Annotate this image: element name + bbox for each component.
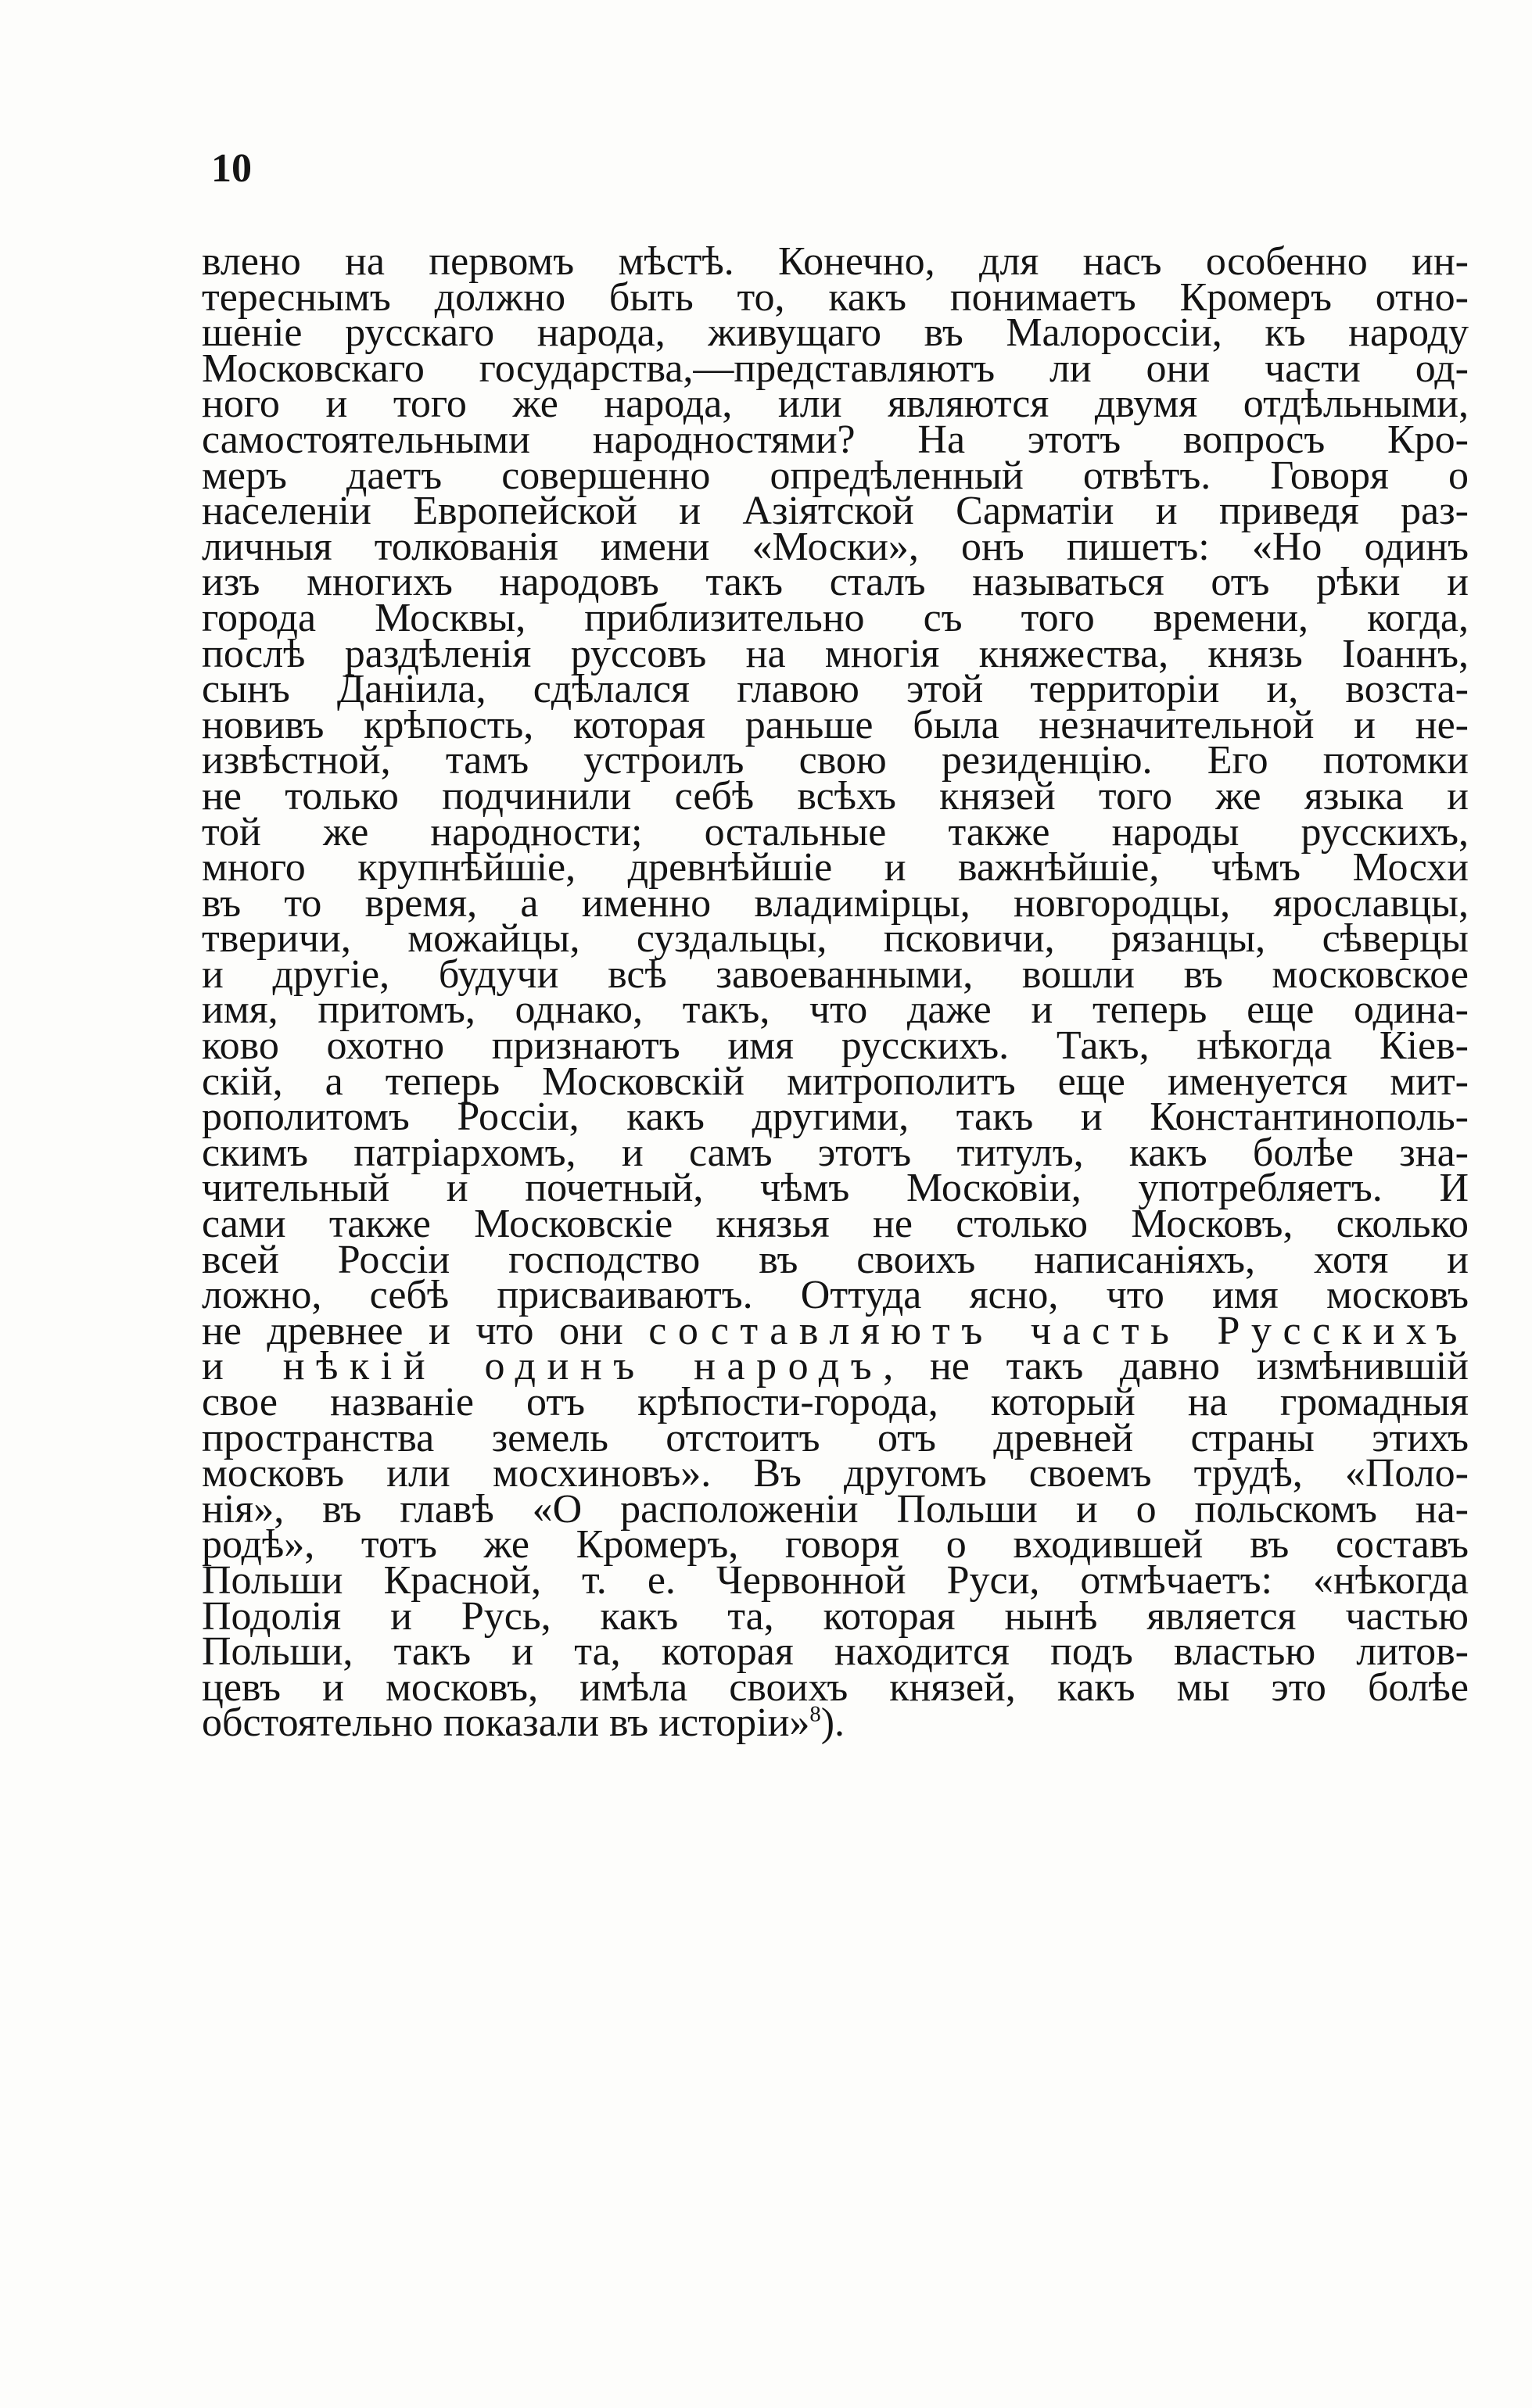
text-line: родѣ», тотъ же Кромеръ, говоря о входившей въ составъ: [202, 1522, 1469, 1568]
text-line: московъ или мосхиновъ». Въ другомъ своемъ трудѣ, «Поло-: [202, 1451, 1469, 1496]
text-line: нія», въ главѣ «О расположеніи Польши и о польскомъ на-: [202, 1486, 1469, 1532]
text-line: имя, притомъ, однако, такъ, что даже и теперь еще одина-: [202, 987, 1469, 1033]
text-line: той же народности; остальные также народы русскихъ,: [202, 809, 1469, 855]
text-line: скій, а теперь Московскій митрополитъ еще именуется мит-: [202, 1059, 1469, 1104]
text-line: сами также Московскіе князья не столько Московъ, сколько: [202, 1202, 1469, 1247]
text-line: Польши Красной, т. е. Червонной Руси, отмѣчаетъ: «нѣкогда: [202, 1557, 1469, 1603]
text-line: скимъ патріархомъ, и самъ этотъ титулъ, какъ болѣе зна-: [202, 1130, 1469, 1175]
text-line: и другіе, будучи всѣ завоеванными, вошли въ московское: [202, 951, 1469, 997]
text-line: извѣстной, тамъ устроилъ свою резиденцію. Его потомки: [202, 738, 1469, 783]
text-line: послѣ раздѣленія руссовъ на многія княжества, князь Іоаннъ,: [202, 631, 1469, 676]
text-line: самостоятельными народностями? На этотъ вопросъ Кро-: [202, 417, 1469, 462]
text-line: цевъ и московъ, имѣла своихъ князей, какъ мы это болѣе: [202, 1664, 1469, 1710]
text-line: влено на первомъ мѣстѣ. Конечно, для насъ особенно ин-: [202, 239, 1469, 284]
text-line: населеніи Европейской и Азіятской Сарматіи и приведя раз-: [202, 489, 1469, 534]
text-line: Московскаго государства,—представляютъ ли они части од-: [202, 346, 1469, 391]
text-line: чительный и почетный, чѣмъ Московіи, употребляетъ. И: [202, 1166, 1469, 1211]
text-line: ково охотно признаютъ имя русскихъ. Такъ, нѣкогда Кіев-: [202, 1023, 1469, 1069]
text-fragment: ).: [820, 1700, 845, 1746]
text-line: ного и того же народа, или являются двумя отдѣльными,: [202, 382, 1469, 427]
body-text: [202, 239, 1469, 1746]
text-line: свое названіе отъ крѣпости-города, который на громадныя: [202, 1380, 1469, 1424]
text-fragment: обстоятельно показали въ исторіи»: [202, 1700, 810, 1746]
text-line: меръ даетъ совершенно опредѣленный отвѣтъ. Говоря о: [202, 453, 1469, 498]
text-fragment: , не такъ давно измѣнившій: [883, 1344, 1469, 1389]
footnote-marker: 8: [809, 1703, 821, 1728]
text-line: въ то время, а именно владимірцы, новгородцы, ярославцы,: [202, 880, 1469, 926]
text-line: новивъ крѣпость, которая раньше была незначительной и не-: [202, 702, 1469, 747]
text-line: ложно, себѣ присваиваютъ. Оттуда ясно, что имя московъ: [202, 1273, 1469, 1318]
text-line: рополитомъ Россіи, какъ другими, такъ и Константинополь-: [202, 1095, 1469, 1140]
text-line: Подолія и Русь, какъ та, которая нынѣ является частью: [202, 1593, 1469, 1639]
text-fragment: не древнее и что они: [202, 1308, 623, 1353]
text-line: города Москвы, приблизительно съ того времени, когда,: [202, 595, 1469, 640]
text-line: не только подчинили себѣ всѣхъ князей того же языка и: [202, 773, 1469, 819]
emphasized-text: и нѣкій одинъ народъ: [202, 1344, 884, 1389]
text-line: шеніе русскаго народа, живущаго въ Малороссіи, къ народу: [202, 310, 1469, 356]
text-line: всей Россіи господство въ своихъ написаніяхъ, хотя и: [202, 1237, 1469, 1282]
text-line: тереснымъ должно быть то, какъ понимаетъ Кромеръ отно-: [202, 274, 1469, 320]
page-number: 10: [211, 146, 252, 191]
emphasized-text: составляютъ часть Русскихъ: [648, 1308, 1469, 1353]
text-line: [202, 1700, 1469, 1746]
text-line: много крупнѣйшіе, древнѣйшіе и важнѣйшіе, чѣмъ Мосхи: [202, 845, 1469, 890]
text-line: сынъ Даніила, сдѣлался главою этой территоріи и, возста-: [202, 667, 1469, 712]
text-line: изъ многихъ народовъ такъ сталъ называться отъ рѣки и: [202, 560, 1469, 605]
text-line: тверичи, можайцы, суздальцы, псковичи, рязанцы, сѣверцы: [202, 916, 1469, 962]
text-line: личныя толкованія имени «Моски», онъ пишетъ: «Но одинъ: [202, 524, 1469, 569]
text-line: пространства земель отстоитъ отъ древней страны этихъ: [202, 1415, 1469, 1460]
text-line: Польши, такъ и та, которая находится подъ властью литов-: [202, 1629, 1469, 1675]
